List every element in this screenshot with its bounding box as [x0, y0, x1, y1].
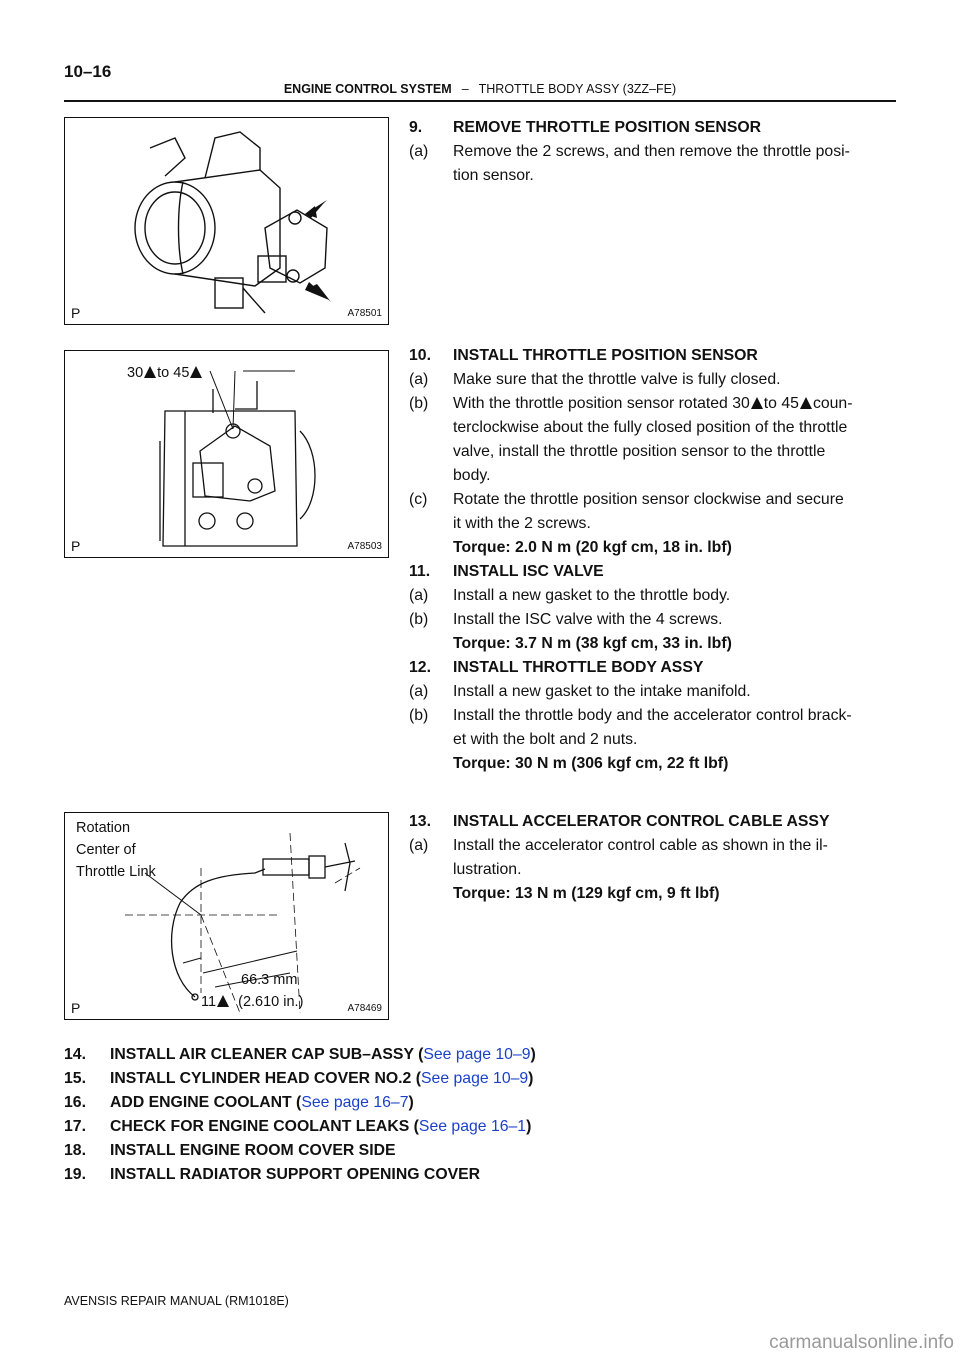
- step-10b-cont-1: terclockwise about the fully closed position of the throttle: [453, 419, 848, 436]
- step-9a-cont: tion sensor.: [453, 167, 534, 184]
- step-10-torque: Torque: 2.0 N m (20 kgf cm, 18 in. lbf): [453, 539, 732, 556]
- step-10-title: 10. INSTALL THROTTLE POSITION SENSOR: [409, 347, 758, 364]
- figure-p-label: P: [71, 1000, 81, 1016]
- figure-install-sensor: [64, 350, 389, 558]
- step-12a: (a) Install a new gasket to the intake manifold.: [409, 683, 751, 700]
- angle-start: 30: [127, 365, 144, 381]
- step-12-torque: Torque: 30 N m (306 kgf cm, 22 ft lbf): [453, 755, 729, 772]
- rotation-center-label: [76, 817, 156, 883]
- figure-remove-sensor: [64, 117, 389, 325]
- step-17: 17. CHECK FOR ENGINE COOLANT LEAKS (See page 16–1): [64, 1118, 532, 1135]
- step-10c-cont: it with the 2 screws.: [453, 515, 591, 532]
- step-13a: (a) Install the accelerator control cable as shown in the il-: [409, 837, 828, 854]
- step-19: 19. INSTALL RADIATOR SUPPORT OPENING COVER: [64, 1166, 481, 1183]
- step-13-torque: Torque: 13 N m (129 kgf cm, 9 ft lbf): [453, 885, 720, 902]
- footer: AVENSIS REPAIR MANUAL (RM1018E): [64, 1294, 289, 1308]
- step-10b: (b) With the throttle position sensor rotated 30 to 45 coun-: [409, 395, 853, 412]
- step-11-title: 11. INSTALL ISC VALVE: [409, 563, 604, 580]
- step-10a: (a) Make sure that the throttle valve is fully closed.: [409, 371, 781, 388]
- figure-code: A78501: [347, 308, 382, 319]
- throttle-body-illustration: [65, 118, 388, 324]
- link-see-page[interactable]: See page 10–9: [421, 1070, 529, 1087]
- figure-code: A78503: [347, 541, 382, 552]
- step-14: 14. INSTALL AIR CLEANER CAP SUB–ASSY (See page 10–9): [64, 1046, 536, 1063]
- degree-triangle-icon: [751, 397, 763, 409]
- step-9-title: 9. REMOVE THROTTLE POSITION SENSOR: [409, 119, 762, 136]
- link-see-page[interactable]: See page 16–1: [418, 1118, 527, 1135]
- step-11b: (b) Install the ISC valve with the 4 screws.: [409, 611, 723, 628]
- step-18: 18. INSTALL ENGINE ROOM COVER SIDE: [64, 1142, 396, 1159]
- cable-angle: 11: [201, 994, 217, 1010]
- figure-p-label: P: [71, 305, 81, 321]
- step-10c: (c) Rotate the throttle position sensor clockwise and secure: [409, 491, 844, 508]
- page-header: [0, 82, 960, 96]
- step-16: 16. ADD ENGINE COOLANT (See page 16–7): [64, 1094, 414, 1111]
- watermark: carmanualsonline.info: [769, 1332, 954, 1353]
- step-9a: (a) Remove the 2 screws, and then remove the throttle posi-: [409, 143, 850, 160]
- step-12b: (b) Install the throttle body and the accelerator control brack-: [409, 707, 852, 724]
- degree-triangle-icon: [190, 366, 202, 378]
- link-see-page[interactable]: See page 10–9: [423, 1046, 531, 1063]
- step-10b-cont-3: body.: [453, 467, 491, 484]
- angle-and-inches: [201, 991, 303, 1013]
- header-section: ENGINE CONTROL SYSTEM: [283, 82, 452, 96]
- angle-end: to 45: [157, 365, 190, 381]
- degree-triangle-icon: [800, 397, 812, 409]
- degree-triangle-icon: [144, 366, 156, 378]
- step-11a: (a) Install a new gasket to the throttle body.: [409, 587, 731, 604]
- dimension-mm: 66.3 mm: [241, 972, 298, 988]
- page-number: 10–16: [64, 62, 112, 81]
- step-12b-cont: et with the bolt and 2 nuts.: [453, 731, 638, 748]
- step-15: 15. INSTALL CYLINDER HEAD COVER NO.2 (See page 10–9): [64, 1070, 534, 1087]
- step-13-title: 13. INSTALL ACCELERATOR CONTROL CABLE ASSY: [409, 813, 830, 830]
- sensor-angle-illustration: [65, 351, 388, 557]
- rotation-label-line-3: Throttle Link: [76, 864, 156, 880]
- figure-p-label: P: [71, 538, 81, 554]
- link-see-page[interactable]: See page 16–7: [301, 1094, 409, 1111]
- header-subsection: THROTTLE BODY ASSY (3ZZ–FE): [478, 82, 677, 96]
- dimension-inches: (2.610 in.): [238, 994, 304, 1010]
- step-11-torque: Torque: 3.7 N m (38 kgf cm, 33 in. lbf): [453, 635, 732, 652]
- degree-triangle-icon: [217, 995, 229, 1007]
- figure-code: A78469: [347, 1003, 382, 1014]
- header-rule: [64, 100, 896, 102]
- rotation-label-line-2: Center of: [76, 842, 136, 858]
- step-13a-cont: lustration.: [453, 861, 522, 878]
- header-dash: –: [461, 82, 469, 96]
- figure-install-cable: [64, 812, 389, 1020]
- angle-label: [127, 362, 203, 384]
- step-10b-cont-2: valve, install the throttle position sensor to the throttle: [453, 443, 826, 460]
- step-12-title: 12. INSTALL THROTTLE BODY ASSY: [409, 659, 704, 676]
- rotation-label-line-1: Rotation: [76, 820, 131, 836]
